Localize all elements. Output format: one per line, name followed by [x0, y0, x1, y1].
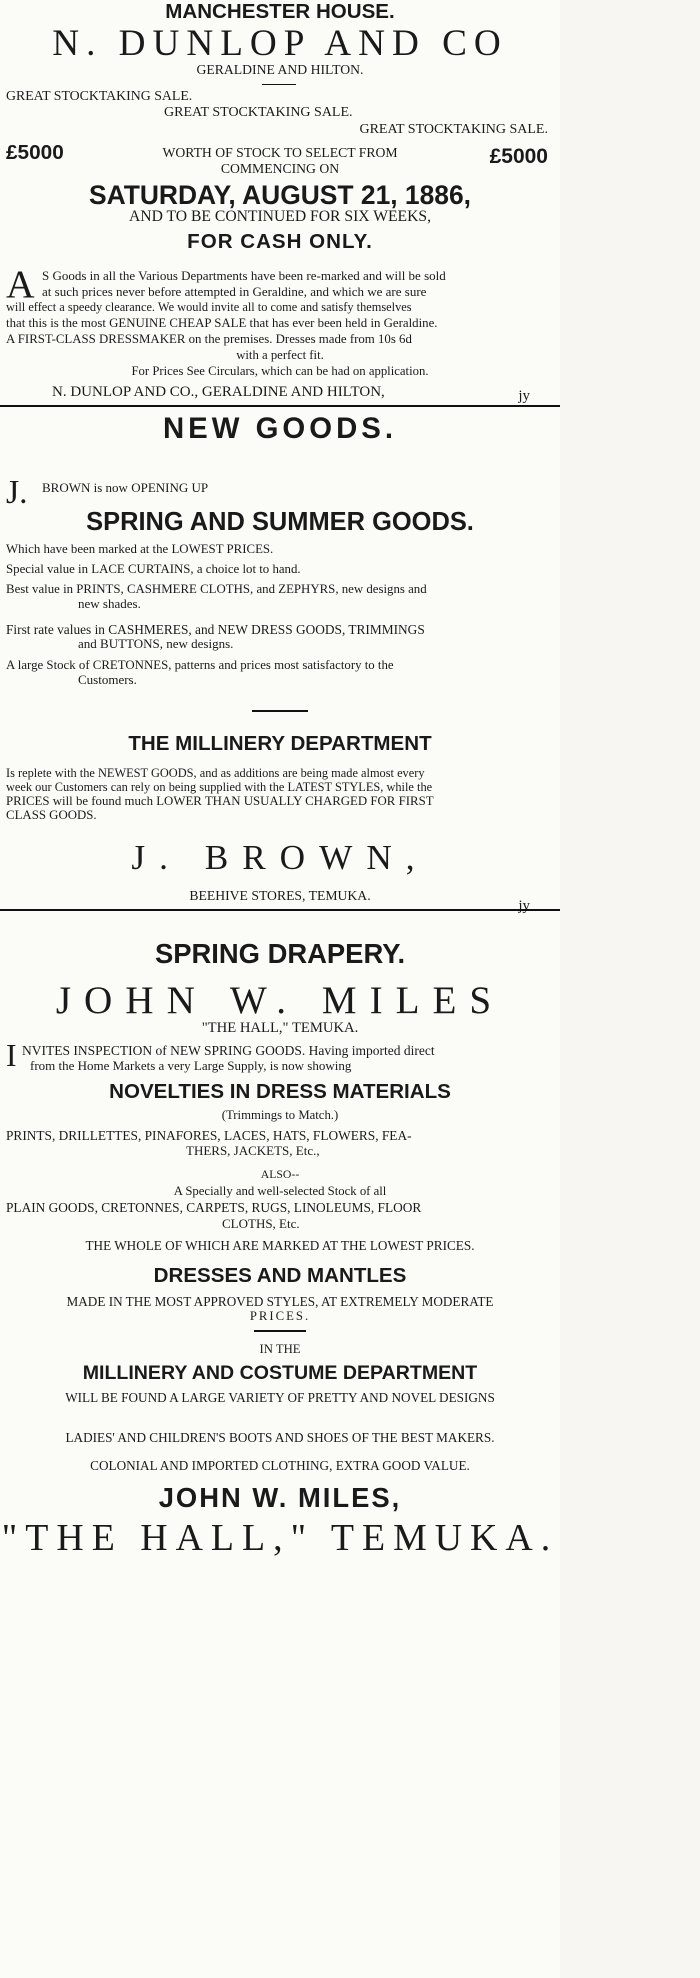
trimmings-line: (Trimmings to Match.) — [221, 1108, 339, 1122]
goods-line-1: Which have been marked at the LOWEST PRICES. — [6, 542, 274, 556]
sale-para-1: S Goods in all the Various Departments have been re-marked and will be sold — [42, 268, 446, 283]
in-the-line: IN THE — [259, 1342, 301, 1356]
cash-only: FOR CASH ONLY. — [187, 230, 373, 253]
sale-para-7: For Prices See Circulars, which can be had on application. — [131, 364, 429, 378]
sale-para-4: that this is the most GENUINE CHEAP SALE that has ever been held in Geraldine. — [6, 316, 438, 330]
dresses-mantles-heading: DRESSES AND MANTLES — [153, 1264, 407, 1287]
the-hall-temuka: "THE HALL," TEMUKA. — [201, 1020, 359, 1036]
made-in-line-2: PRICES. — [249, 1309, 311, 1323]
costume-dept-heading: MILLINERY AND COSTUME DEPARTMENT — [82, 1362, 478, 1384]
prints-line-2: THERS, JACKETS, Etc., — [186, 1143, 320, 1158]
invites-line-1: NVITES INSPECTION of NEW SPRING GOODS. Having imported direct — [22, 1043, 435, 1058]
millinery-heading: THE MILLINERY DEPARTMENT — [128, 732, 432, 755]
goods-line-4a: First rate values in CASHMERES, and NEW DRESS GOODS, TRIMMINGS — [6, 622, 425, 637]
continued-line: AND TO BE CONTINUED FOR SIX WEEKS, — [129, 208, 431, 225]
variety-line: WILL BE FOUND A LARGE VARIETY OF PRETTY AND NOVEL DESIGNS — [65, 1390, 495, 1405]
dunlop-signature: N. DUNLOP AND CO., GERALDINE AND HILTON, — [52, 384, 385, 400]
divider — [0, 405, 560, 407]
goods-line-3b: new shades. — [78, 596, 141, 611]
dunlop-firm-name: N. DUNLOP AND CO — [52, 23, 508, 64]
prints-line-1: PRINTS, DRILLETTES, PINAFORES, LACES, HATS, FLOWERS, FEA- — [6, 1128, 412, 1143]
special-stock-line: A Specially and well-selected Stock of all — [173, 1184, 387, 1198]
millinery-line-4: CLASS GOODS. — [6, 808, 97, 822]
divider — [0, 909, 560, 911]
amount-left: £5000 — [6, 141, 64, 164]
also-line: ALSO-- — [260, 1168, 300, 1181]
sale-para-5: A FIRST-CLASS DRESSMAKER on the premises. Dresses made from 10s 6d — [6, 332, 412, 346]
divider — [252, 710, 308, 712]
plain-goods-line-1: PLAIN GOODS, CRETONNES, CARPETS, RUGS, LINOLEUMS, FLOOR — [6, 1200, 422, 1215]
spring-drapery-heading: SPRING DRAPERY. — [154, 938, 406, 969]
goods-line-4b: and BUTTONS, new designs. — [78, 636, 234, 651]
worth-line: WORTH OF STOCK TO SELECT FROM — [162, 145, 398, 160]
brown-name: J. BROWN, — [131, 838, 429, 877]
sale-para-2: at such prices never before attempted in Geraldine, and which we are sure — [42, 284, 427, 299]
sale-para-6: with a perfect fit. — [236, 348, 324, 362]
plain-goods-line-2: CLOTHS, Etc. — [222, 1216, 300, 1231]
miles-footer-name: JOHN W. MILES, — [158, 1482, 402, 1513]
millinery-line-3: PRICES will be found much LOWER THAN USUALLY CHARGED FOR FIRST — [6, 794, 434, 808]
invites-line-2: from the Home Markets a very Large Supply, is now showing — [30, 1058, 352, 1073]
made-in-line-1: MADE IN THE MOST APPROVED STYLES, AT EXTREMELY MODERATE — [66, 1294, 494, 1309]
dropcap-i: I — [6, 1038, 17, 1073]
beehive-stores: BEEHIVE STORES, TEMUKA. — [189, 888, 371, 903]
goods-line-5a: A large Stock of CRETONNES, patterns and prices most satisfactory to the — [6, 658, 394, 672]
boots-line: LADIES' AND CHILDREN'S BOOTS AND SHOES OF THE BEST MAKERS. — [65, 1430, 495, 1445]
ad-code: jy — [518, 388, 530, 404]
amount-right: £5000 — [489, 145, 548, 168]
dunlop-place: GERALDINE AND HILTON. — [196, 62, 364, 77]
manchester-house-heading: MANCHESTER HOUSE. — [165, 0, 395, 23]
spring-summer-title: SPRING AND SUMMER GOODS. — [86, 508, 474, 536]
sale-para-3: will effect a speedy clearance. We would invite all to come and satisfy themselves — [6, 300, 412, 314]
sale-line-3: GREAT STOCKTAKING SALE. — [359, 122, 548, 137]
colonial-line: COLONIAL AND IMPORTED CLOTHING, EXTRA GOOD VALUE. — [90, 1458, 470, 1473]
divider — [254, 1330, 306, 1332]
hall-footer: "THE HALL," TEMUKA. — [1, 1517, 559, 1559]
novelties-heading: NOVELTIES IN DRESS MATERIALS — [109, 1080, 451, 1103]
goods-line-3a: Best value in PRINTS, CASHMERE CLOTHS, and ZEPHYRS, new designs and — [6, 582, 427, 596]
commencing-line: COMMENCING ON — [220, 161, 340, 176]
sale-date: SATURDAY, AUGUST 21, 1886, — [88, 180, 472, 210]
goods-line-5b: Customers. — [78, 672, 137, 687]
sale-line-2: GREAT STOCKTAKING SALE. — [164, 105, 353, 120]
divider — [262, 84, 296, 85]
opening-line: BROWN is now OPENING UP — [42, 480, 209, 495]
ad-code: jy — [518, 898, 530, 914]
sale-line-1: GREAT STOCKTAKING SALE. — [6, 88, 193, 103]
new-goods-heading: NEW GOODS. — [162, 412, 397, 445]
millinery-line-2: week our Customers can rely on being supplied with the LATEST STYLES, while the — [6, 780, 433, 794]
whole-marked-line: THE WHOLE OF WHICH ARE MARKED AT THE LOWEST PRICES. — [85, 1238, 475, 1253]
dropcap-a: A — [6, 262, 35, 306]
goods-line-2: Special value in LACE CURTAINS, a choice lot to hand. — [6, 562, 301, 576]
miles-name: JOHN W. MILES — [55, 979, 505, 1022]
dropcap-j: J. — [6, 474, 28, 511]
millinery-line-1: Is replete with the NEWEST GOODS, and as additions are being made almost every — [6, 766, 425, 780]
